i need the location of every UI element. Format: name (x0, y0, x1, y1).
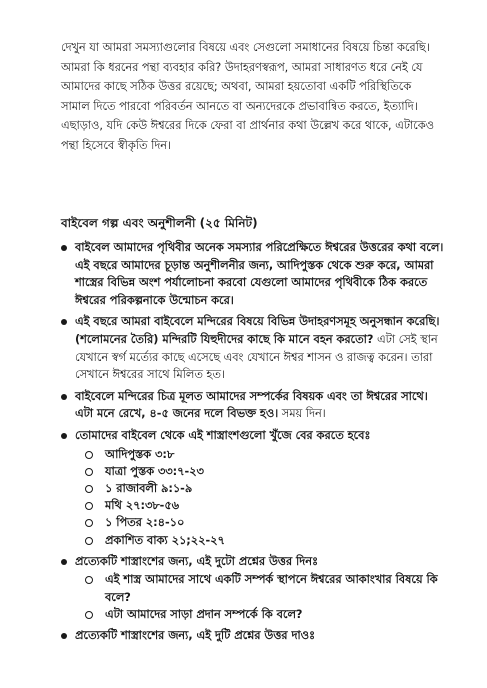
bold-text: বাইবেল আমাদের পৃথিবীর অনেক সমস্যার পরিপ্রেক্ষিতে ঈশ্বরের উত্তরের কথা বলে। এই বছরে আমাদের চূড়ান্ত অনুশীলনীর জন্য, আদিপুস্তক থেকে শুরু করে, আমরা শাস্ত্রের বিভিন্ন অংশ পর্যালোচনা করবো যেগুলো আমাদের পৃথিবীকে ঠিক করতে ঈশ্বরের পরিকল্পনাকে উন্মোচন করে। (75, 241, 444, 307)
body-text: সময় দিন। (278, 407, 326, 421)
list-item (61, 313, 447, 383)
list-item (61, 553, 447, 623)
bold-text: বাইবেলে মন্দিরের চিত্র মূলত আমাদের সম্পর্কের বিষয়ক এবং তা ঈশ্বরের সাথে। এটা মনে রেখে, ৪-৫ জনের দলে বিভক্ত হও। (75, 389, 428, 421)
intro-paragraph: দেখুন যা আমরা সমস্যাগুলোর বিষয়ে এবং সেগুলো সমাধানের বিষয়ে চিন্তা করেছি। আমরা কি ধরনের পন্থা ব্যবহার করি? উদাহরণস্বরূপ, আমরা সাধারণত ধরে নেই যে আমাদের কাছে সঠিক উত্তর রয়েছে; অথবা, আমরা হয়তোবা একটি পরিস্থিতিকে সামাল দিতে পারবো পরিবর্তন আনতে বা অন্যদেরকে প্রভাবান্বিত করতে, ইত্যাদি। এছাড়াও, যদি কেউ ঈশ্বরের দিকে ফেরা বা প্রার্থনার কথা উল্লেখ করে থাকে, এটাকেও পন্থা হিসেবে স্বীকৃতি দিন। (61, 41, 434, 152)
bold-text: প্রত্যেকটি শাস্ত্রাংশের জন্য, এই দুটো প্রশ্নের উত্তর দিনঃ (75, 554, 318, 568)
list-item (61, 239, 447, 309)
scripture-reference: ১ পিতর ২:৪-১০ (75, 514, 447, 531)
question-list (75, 571, 447, 623)
list-item (61, 627, 447, 645)
bold-text: তোমাদের বাইবেল থেকে এই শাস্ত্রাংশগুলো খুঁজে বের করতে হবেঃ (75, 428, 371, 442)
question-item: এই শাস্ত্র আমাদের সাথে একটি সম্পর্ক স্থাপনে ঈশ্বরের আকাংখার বিষয়ে কি বলে? (75, 571, 447, 605)
list-item (61, 388, 447, 423)
question-item: এটা আমাদের সাড়া প্রদান সম্পর্কে কি বলে? (75, 606, 447, 623)
bold-text: এই বছরে আমরা বাইবেলে মন্দিরের বিষয়ে বিভিন্ন উদাহরণসমূহ অনুসন্ধান করেছি। (শলোমনের তৈরি) মন্দিরটি যিহুদীদের কাছে কি মানে বহন করতো? (75, 315, 440, 346)
activity-list (61, 239, 447, 649)
section-heading: বাইবেল গল্প এবং অনুশীলনী (২৫ মিনিট) (61, 216, 258, 230)
scripture-reference: যাত্রা পুস্তক ৩৩:৭-২৩ (75, 463, 447, 480)
bold-text: প্রত্যেকটি শাস্ত্রাংশের জন্য, এই দুটি প্রশ্নের উত্তর দাওঃ (75, 628, 315, 642)
scripture-reference: মথি ২৭:৩৮-৫৬ (75, 497, 447, 514)
scripture-reference: ১ রাজাবলী ৯:১-৯ (75, 480, 447, 497)
scripture-reference: আদিপুস্তক ৩:৮ (75, 446, 447, 463)
scripture-list (75, 446, 447, 549)
scripture-reference: প্রকাশিত বাক্য ২১;২২-২৭ (75, 532, 447, 549)
body-text: এটা সেই স্থান যেখানে স্বর্গ মর্ত্যের কাছে এসেছে এবং যেখানে ঈশ্বর শাসন ও রাজত্ব করেন। তারা সেখানে ঈশ্বরের সাথে মিলিত হত। (75, 332, 438, 382)
list-item (61, 427, 447, 549)
